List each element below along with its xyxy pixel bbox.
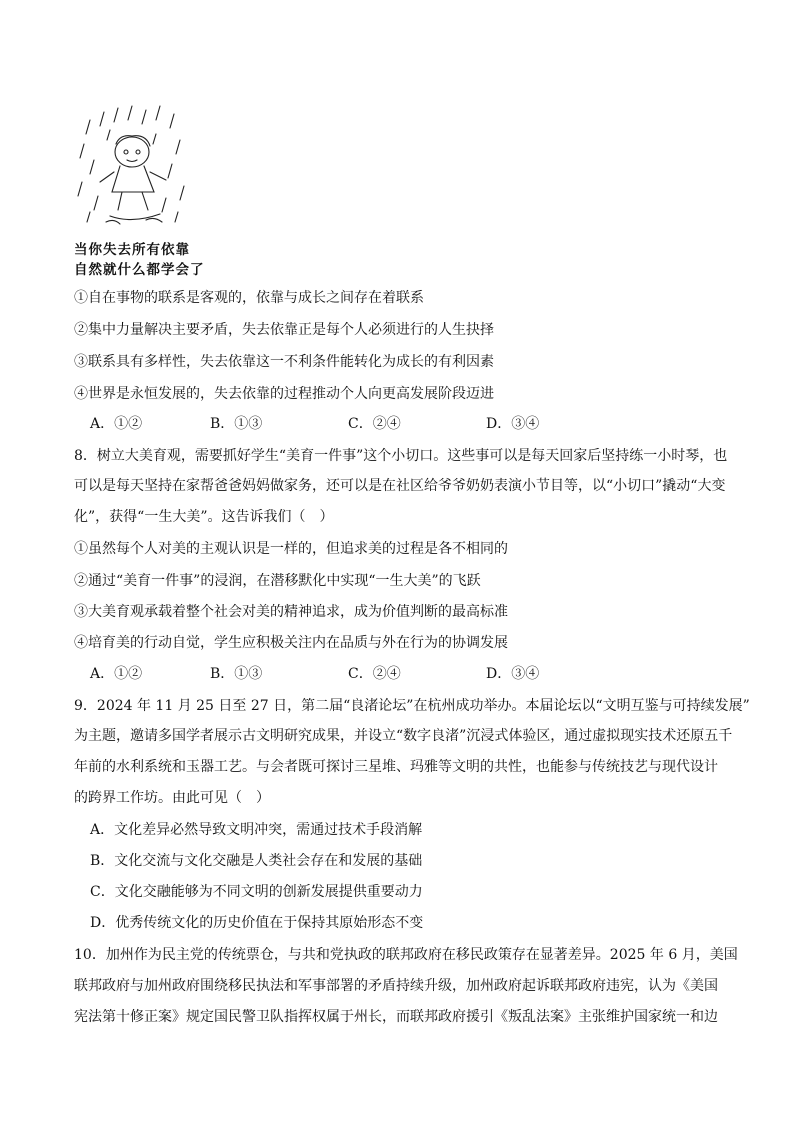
q8-statement-4: ④培育美的行动自觉，学生应积极关注内在品质与外在行为的协调发展 bbox=[74, 635, 508, 651]
q9-stem-line-4: 的跨界工作坊。由此可见（ ） bbox=[74, 790, 270, 806]
q10-stem-line-1: 10．加州作为民主党的传统票仓，与共和党执政的联邦政府在移民政策存在显著差异。2025 年 6 月，美国 bbox=[74, 947, 738, 963]
q8-option-b: B．①③ bbox=[210, 666, 263, 682]
q9-option-d: D．优秀传统文化的历史价值在于保持其原始形态不变 bbox=[90, 915, 424, 931]
q8-stem-line-3: 化”，获得“一生大美”。这告诉我们（ ） bbox=[74, 509, 334, 525]
q8-stem-line-1: 8．树立大美育观，需要抓好学生“美育一件事”这个小切口。这些事可以是每天回家后坚持练一小时琴，也 bbox=[74, 448, 728, 464]
q7-option-d: D．③④ bbox=[486, 416, 540, 432]
q7-statement-3: ③联系具有多样性，失去依靠这一不利条件能转化为成长的有利因素 bbox=[74, 354, 494, 370]
q9-stem-line-1: 9．2024 年 11 月 25 日至 27 日，第二届“良渚论坛”在杭州成功举办。本届论坛以“文明互鉴与可持续发展” bbox=[74, 698, 750, 714]
q9-stem-line-2: 为主题，邀请多国学者展示古文明研究成果，并设立“数字良渚”沉浸式体验区，通过虚拟现实技术还原五千 bbox=[74, 728, 733, 744]
q7-statement-1: ①自在事物的联系是客观的，依靠与成长之间存在着联系 bbox=[74, 290, 424, 306]
q7-option-a: A．①② bbox=[90, 416, 143, 432]
q9-option-a: A．文化差异必然导致文明冲突，需通过技术手段消解 bbox=[90, 822, 423, 838]
q9-stem-line-3: 年前的水利系统和玉器工艺。与会者既可探讨三星堆、玛雅等文明的共性，也能参与传统技艺与现代设计 bbox=[74, 759, 718, 775]
q8-option-d: D．③④ bbox=[486, 666, 540, 682]
cartoon-caption-line2: 自然就什么都学会了 bbox=[74, 262, 205, 278]
q7-option-b: B．①③ bbox=[210, 416, 263, 432]
q7-statement-4: ④世界是永恒发展的，失去依靠的过程推动个人向更高发展阶段迈进 bbox=[74, 386, 494, 402]
q8-option-a: A．①② bbox=[90, 666, 143, 682]
rain-cartoon-person-icon bbox=[70, 100, 200, 240]
q10-stem-line-3: 宪法第十修正案》规定国民警卫队指挥权属于州长，而联邦政府援引《叛乱法案》主张维护国家统一和边 bbox=[74, 1009, 718, 1025]
q7-statement-2: ②集中力量解决主要矛盾，失去依靠正是每个人必须进行的人生抉择 bbox=[74, 322, 494, 338]
q9-option-b: B．文化交流与文化交融是人类社会存在和发展的基础 bbox=[90, 853, 423, 869]
q8-statement-2: ②通过“美育一件事”的浸润，在潜移默化中实现“一生大美”的飞跃 bbox=[74, 573, 481, 589]
q10-stem-line-2: 联邦政府与加州政府围绕移民执法和军事部署的矛盾持续升级，加州政府起诉联邦政府违宪，认为《美国 bbox=[74, 978, 718, 994]
q8-option-c: C．②④ bbox=[348, 666, 401, 682]
q8-statement-1: ①虽然每个人对美的主观认识是一样的，但追求美的过程是各不相同的 bbox=[74, 541, 508, 557]
q7-option-c: C．②④ bbox=[348, 416, 401, 432]
q8-stem-line-2: 可以是每天坚持在家帮爸爸妈妈做家务，还可以是在社区给爷爷奶奶表演小节目等，以“小切口”撬动“大变 bbox=[74, 478, 726, 494]
cartoon-caption-line1: 当你失去所有依靠 bbox=[74, 242, 190, 258]
q8-statement-3: ③大美育观承载着整个社会对美的精神追求，成为价值判断的最高标准 bbox=[74, 604, 508, 620]
q9-option-c: C．文化交融能够为不同文明的创新发展提供重要动力 bbox=[90, 884, 423, 900]
